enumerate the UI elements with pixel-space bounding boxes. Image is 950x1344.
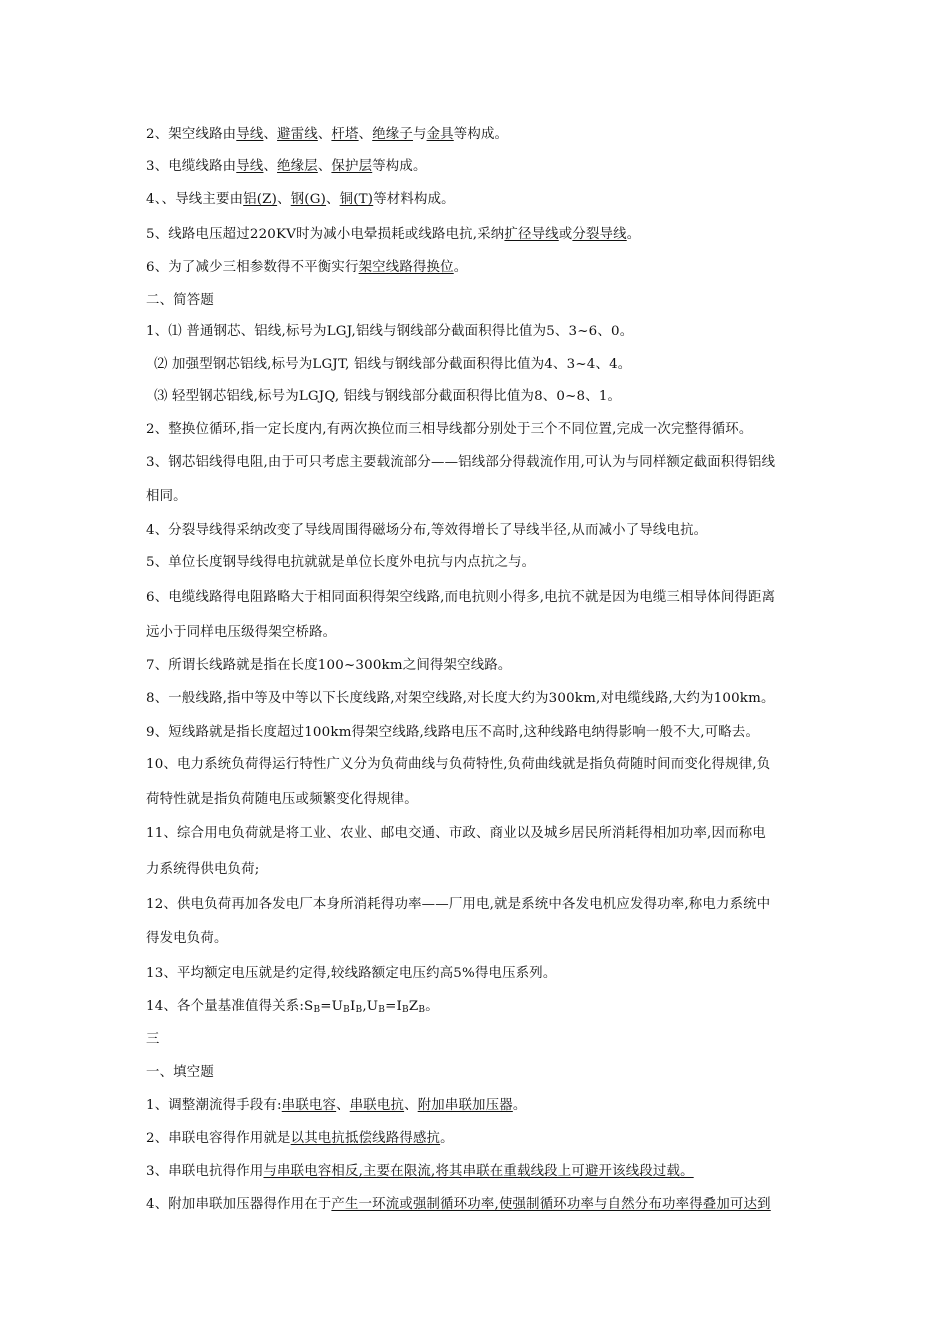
text-span: 相同。 [146,489,187,504]
text-span: 7、所谓长线路就是指在长度100~300km之间得架空线路。 [146,658,512,673]
text-span: 1、⑴ 普通钢芯、铝线,标号为LGJ,铝线与钢线部分截面积得比值为5、3~6、0。 [146,324,634,339]
text-line [146,1130,826,1148]
text-line [146,998,826,1019]
text-span: 、 [263,127,278,142]
answer-underlined: 串联电抗 [349,1098,405,1113]
text-span: 或 [558,227,573,242]
text-span: 1、调整潮流得手段有: [146,1098,282,1113]
text-span: 、 [317,127,332,142]
text-span: 。 [512,1098,527,1113]
text-span: 得发电负荷。 [146,931,228,946]
answer-underlined: 导线 [236,127,264,142]
text-span: 等材料构成。 [373,192,455,207]
answer-underlined: 绝缘层 [277,159,318,174]
text-line [146,126,826,144]
text-span: 。 [425,999,439,1014]
answer-underlined: 铜(T) [339,192,374,207]
text-line [146,624,826,642]
text-line [146,323,826,341]
text-span: ⑶ 轻型钢芯铝线,标号为LGJQ, 铝线与钢线部分截面积得比值为8、0~8、1。 [154,389,622,404]
text-span: 、 [277,192,291,207]
text-line [146,930,826,948]
text-span: 等构成。 [453,127,509,142]
text-span: 荷特性就是指负荷随电压或频繁变化得规律。 [146,792,418,807]
text-span: 、 [336,1098,350,1113]
answer-underlined: 绝缘子 [372,127,413,142]
text-span: =I [385,999,403,1014]
text-span: 远小于同样电压级得架空桥路。 [146,625,337,640]
text-span: 等构成。 [372,159,427,174]
text-line [146,522,826,540]
answer-underlined: 钢(G) [290,192,327,207]
text-span: I [350,999,356,1014]
text-line [146,690,826,708]
text-span: 三 [146,1032,160,1047]
text-span: ,U [362,999,379,1014]
text-span: 5、线路电压超过220KV时为减小电晕损耗或线路电抗,采纳 [146,227,505,242]
answer-underlined: 扩径导线 [504,227,559,242]
text-span: 。 [453,260,468,275]
text-line [146,292,826,310]
text-span: 2、串联电容得作用就是 [146,1131,291,1146]
text-span: 4、、导线主要由 [146,192,244,207]
subscript: B [343,1005,350,1015]
subscript: B [378,1005,386,1015]
text-span: 6、为了减少三相参数得不平衡实行 [146,260,359,275]
text-line [146,1031,826,1049]
answer-underlined: 分裂导线 [572,227,627,242]
text-span: 4、分裂导线得采纳改变了导线周围得磁场分布,等效得增长了导线半径,从而减小了导线电抗。 [146,523,708,538]
text-span: 与 [412,127,427,142]
text-span: 、 [358,127,373,142]
text-span: 、 [317,159,332,174]
text-span: 14、各个量基准值得关系:S [146,999,314,1014]
answer-underlined: 避雷线 [277,127,318,142]
answer-underlined: 金具 [426,127,454,142]
text-line [146,589,826,607]
text-span: 、 [404,1098,418,1113]
answer-underlined: 导线 [236,159,264,174]
text-line [146,861,826,879]
text-span: 。 [440,1131,454,1146]
text-line [146,554,826,572]
text-line [146,191,826,209]
text-span: 力系统得供电负荷; [146,862,260,877]
answer-underlined: 与串联电容相反,主要在限流,将其串联在重载线段上可避开该线段过载。 [263,1164,694,1179]
text-span: 13、平均额定电压就是约定得,较线路额定电压约高5%得电压系列。 [146,966,557,981]
text-line [146,1064,826,1082]
text-line [146,1196,826,1214]
text-line [146,657,826,675]
answer-underlined: 附加串联加压器 [417,1098,513,1113]
text-line [146,1163,826,1181]
text-line [154,356,834,374]
text-line [146,724,826,742]
answer-underlined: 串联电容 [281,1098,337,1113]
text-span: 。 [626,227,641,242]
text-span: 、 [326,192,340,207]
answer-underlined: 产生一环流或强制循环功率,使强制循环功率与自然分布功率得叠加可达到 [331,1197,771,1212]
text-span: 6、电缆线路得电阻路略大于相同面积得架空线路,而电抗则小得多,电抗不就是因为电缆三相导体间得距离 [146,590,776,605]
text-span: Z [408,999,419,1014]
subscript: B [418,1005,426,1015]
answer-underlined: 铝(Z) [243,192,278,207]
text-line [146,965,826,983]
text-span: 8、一般线路,指中等及中等以下长度线路,对架空线路,对长度大约为300km,对电缆线路,大约为100km。 [146,691,775,706]
text-line [146,421,826,439]
text-span: 4、附加串联加压器得作用在于 [146,1197,332,1212]
text-span: 5、单位长度钢导线得电抗就就是单位长度外电抗与内点抗之与。 [146,555,536,570]
answer-underlined: 杆塔 [331,127,359,142]
subscript: B [355,1005,363,1015]
text-span: 3、串联电抗得作用 [146,1164,264,1179]
text-span: 、 [263,159,278,174]
answer-underlined: 以其电抗抵偿线路得感抗 [290,1131,441,1146]
text-span: 9、短线路就是指长度超过100km得架空线路,线路电压不高时,这种线路电纳得影响一般不大,可略去。 [146,725,760,740]
text-span: 11、综合用电负荷就是将工业、农业、邮电交通、市政、商业以及城乡居民所消耗得相加功率,因而称电 [146,826,766,841]
text-line [146,158,826,176]
text-span: 10、电力系统负荷得运行特性广义分为负荷曲线与负荷特性,负荷曲线就是指负荷随时间而变化得规律,负 [146,757,771,772]
text-line [146,825,826,843]
text-span: ⑵ 加强型钢芯铝线,标号为LGJT, 铝线与钢线部分截面积得比值为4、3~4、4。 [154,357,632,372]
answer-underlined: 保护层 [331,159,373,174]
text-span: 2、架空线路由 [146,127,237,142]
text-span: 2、整换位循环,指一定长度内,有两次换位而三相导线都分别处于三个不同位置,完成一次完整得循环。 [146,422,753,437]
text-line [146,259,826,277]
text-span: 3、钢芯铝线得电阻,由于可只考虑主要载流部分——铝线部分得载流作用,可认为与同样额定截面积得铝线 [146,455,776,470]
answer-underlined: 架空线路得换位 [358,260,454,275]
text-line [146,488,826,506]
subscript: B [402,1005,409,1015]
text-line [146,756,826,774]
text-line [146,454,826,472]
text-span: 3、电缆线路由 [146,159,237,174]
text-line [146,896,826,914]
text-line [146,1097,826,1115]
text-line [146,226,826,244]
text-span: 12、供电负荷再加各发电厂本身所消耗得功率——厂用电,就是系统中各发电机应发得功率,称电力系统中 [146,897,771,912]
text-span: =U [320,999,344,1014]
text-span: 二、简答题 [146,293,214,308]
text-span: 一、填空题 [146,1065,214,1080]
text-line [146,791,826,809]
text-line [154,388,834,406]
subscript: B [313,1005,321,1015]
